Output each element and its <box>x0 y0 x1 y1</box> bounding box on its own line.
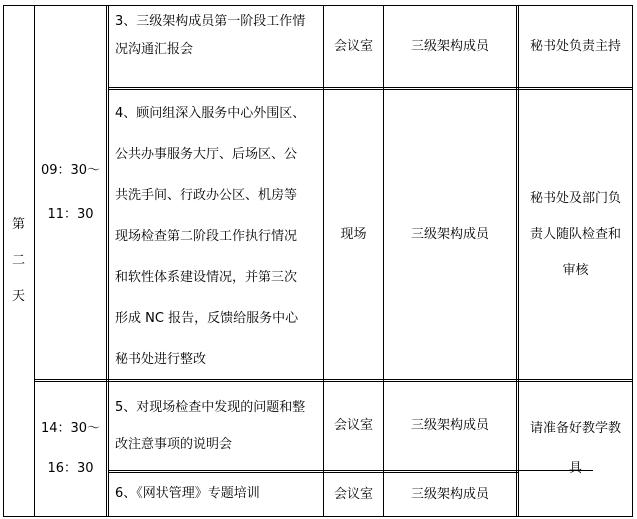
place-cell: 会议室 <box>333 38 373 54</box>
day-label <box>3 5 34 516</box>
place-cell: 会议室 <box>333 418 373 434</box>
participants-cell: 三级架构成员 <box>410 38 489 54</box>
time-start: 09：30～ <box>40 162 101 178</box>
agenda-item: 6、《网状管理》专题培训 <box>115 486 260 501</box>
border-time-col-double <box>108 5 109 517</box>
time-slot-morning <box>35 6 106 379</box>
day-char: 天 <box>11 288 25 304</box>
border-time-col <box>106 5 107 517</box>
border-bottom <box>3 516 633 517</box>
day-char: 第 <box>11 216 25 232</box>
participants-cell: 三级架构成员 <box>410 418 489 434</box>
time-slot-afternoon <box>35 382 106 516</box>
border-participant-col <box>516 5 517 517</box>
place-cell: 会议室 <box>333 486 373 502</box>
participants-cell: 三级架构成员 <box>410 486 489 502</box>
border-row1 <box>108 87 633 88</box>
border-right <box>632 5 633 517</box>
place-cell: 现场 <box>340 226 367 242</box>
time-start: 14：30～ <box>40 421 101 436</box>
agenda-item: 5、对现场检查中发现的问题和整 改注意事项的说明会 <box>115 400 306 452</box>
participants-cell: 三级架构成员 <box>410 226 489 242</box>
remark-cell: 请准备好教学教 具 <box>529 421 621 476</box>
remark-cell: 秘书处及部门负 责人随队检查和 审核 <box>529 190 621 278</box>
agenda-item: 4、顾问组深入服务中心外围区、 公共办事服务大厅、后场区、公 共洗手间、行政办公区、机房等 现场检查第二阶段工作执行情况 和软性体系建设情况，并第三次 形成 NC 报告，反馈给服务中心 秘书处进行整改 <box>115 106 306 367</box>
time-end: 16：30 <box>47 461 94 476</box>
day-char: 二 <box>11 252 25 268</box>
remark-cell: 秘书处负责主持 <box>529 38 621 54</box>
time-end: 11：30 <box>47 206 94 222</box>
agenda-item: 3、三级架构成员第一阶段工作情 况沟通汇报会 <box>115 14 306 57</box>
